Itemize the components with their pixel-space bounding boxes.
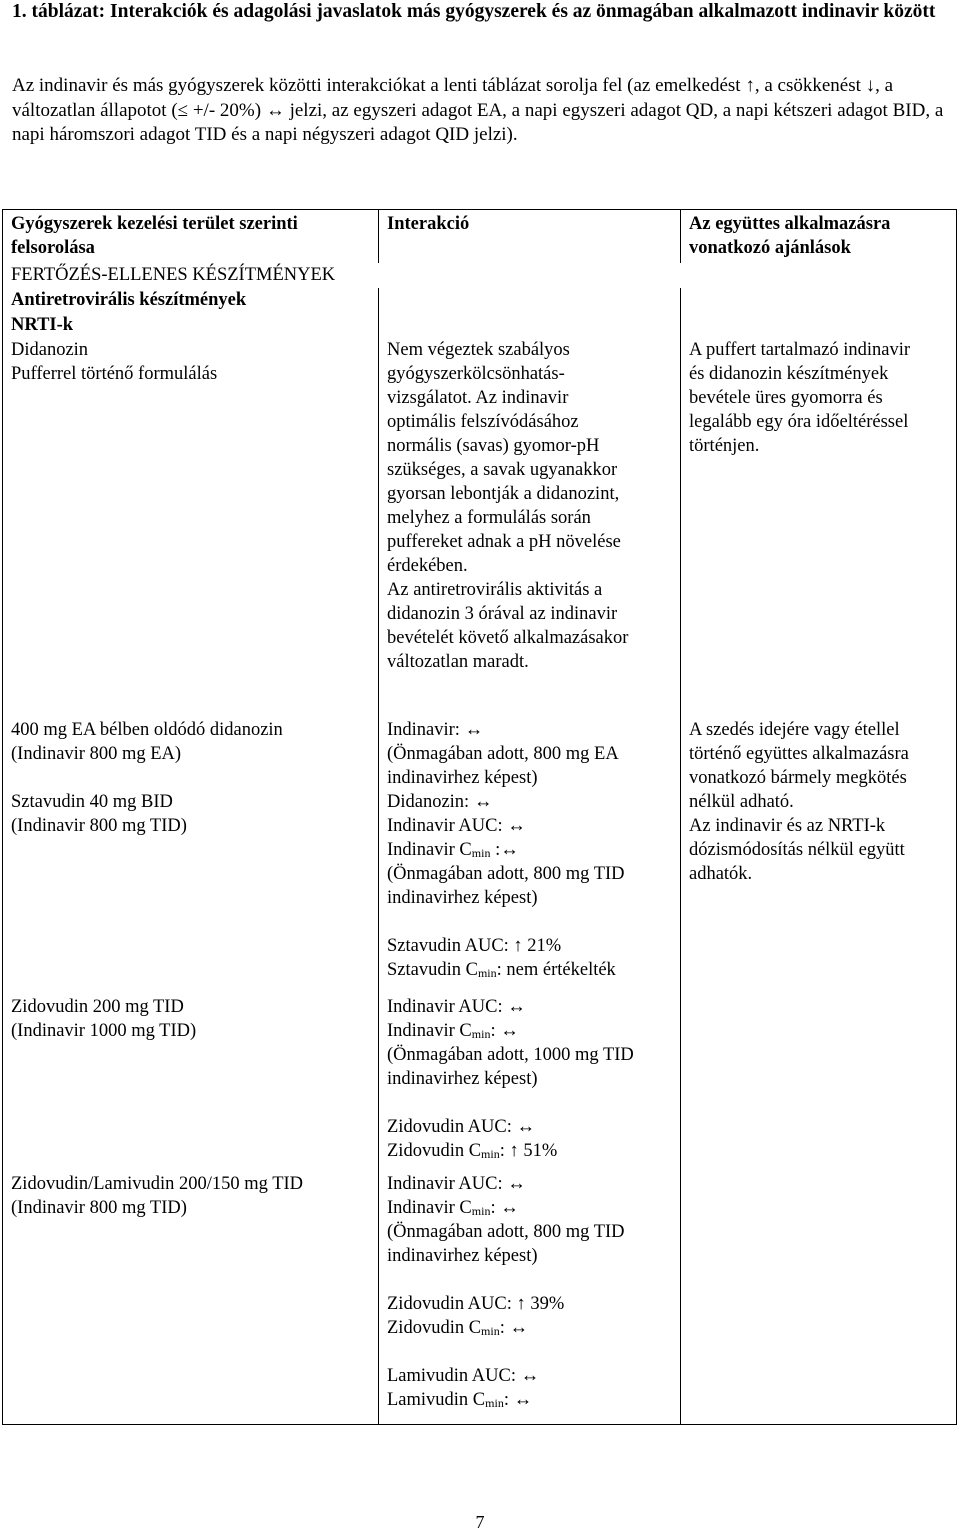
table-row (3, 338, 957, 718)
interaction-line (387, 1019, 672, 1043)
cmin-label: Zidovudin C (387, 1141, 482, 1162)
interaction-line: melyhez a formulálás során (387, 508, 591, 529)
intro-text: , a napi háromszori adagot (12, 99, 944, 145)
interaction-line: Lamivudin AUC: ↔ (387, 1365, 540, 1386)
interaction-line: Indinavir AUC: ↔ (387, 1173, 526, 1194)
interaction-line: (Önmagában adott, 800 mg TID (387, 864, 625, 885)
table-title: 1. táblázat: Interakciók és adagolási javaslatok más gyógyszerek és az önmagában alkalmazott indinavir között (12, 1, 936, 22)
cmin-subscript: min (485, 1395, 504, 1410)
interaction-line (387, 838, 672, 862)
table-row (3, 718, 957, 995)
recommendation-cell (681, 338, 957, 718)
arrow-up-icon: ↑ (745, 75, 755, 96)
abbr-tid: TID (194, 124, 227, 145)
cmin-subscript: min (477, 966, 497, 981)
interaction-line: érdekében. (387, 556, 468, 577)
cmin-value: : ↔ (503, 1389, 533, 1410)
drug-cell (3, 718, 379, 995)
intro-text: , a csökkenést (754, 75, 866, 96)
interaction-cell (379, 995, 681, 1171)
cmin-label: Lamivudin C (387, 1389, 486, 1410)
intro-text: Az indinavir és más gyógyszerek közötti interakciókat a lenti táblázat sorolja fel (az emelkedést (12, 75, 746, 96)
recommendation-cell (681, 718, 957, 995)
interaction-line: indinavirhez képest) (387, 768, 538, 789)
interaction-line: (Önmagában adott, 800 mg EA (387, 744, 619, 765)
interaction-line: Az antiretrovirális aktivitás a (387, 580, 603, 601)
interaction-cell (379, 1172, 681, 1425)
interaction-line: Indinavir: ↔ (387, 720, 484, 741)
interaction-line: indinavirhez képest) (387, 888, 538, 909)
interaction-line: szükséges, a savak ugyanakkor (387, 460, 618, 481)
interaction-line (387, 1316, 672, 1340)
intro-text: és a napi négyszeri adagot (226, 124, 436, 145)
header-recommendation: Az együttes alkalmazásra vonatkozó ajánlások (681, 210, 957, 263)
section-row (3, 288, 957, 313)
interaction-line (387, 1388, 672, 1412)
section-nrti: NRTI-k (3, 313, 379, 338)
recommendation-line: dózismódosítás nélkül együtt (689, 840, 905, 861)
recommendation-line: bevétele üres gyomorra és (689, 388, 883, 409)
cmin-subscript: min (471, 1203, 491, 1218)
interaction-line: indinavirhez képest) (387, 1069, 538, 1090)
recommendation-line: adhatók. (689, 864, 753, 885)
drug-dose: (Indinavir 1000 mg TID) (11, 1021, 197, 1042)
interaction-line: gyógyszerkölcsönhatás- (387, 364, 565, 385)
drug-name: Didanozin (11, 340, 89, 361)
cmin-value: : ↔ (490, 1197, 519, 1218)
interaction-line: változatlan maradt. (387, 652, 529, 673)
recommendation-line: A puffert tartalmazó indinavir (689, 340, 911, 361)
interaction-line: indinavirhez képest) (387, 1245, 538, 1266)
drug-name: Sztavudin 40 mg BID (11, 792, 173, 813)
abbr-ea: EA (476, 99, 503, 121)
header-drugs: Gyógyszerek kezelési terület szerinti felsorolása (3, 210, 379, 263)
interaction-line: Zidovudin AUC: ↑ 39% (387, 1293, 565, 1314)
cmin-subscript: min (471, 846, 491, 861)
intro-text: , a változatlan állapotot ( (12, 75, 894, 121)
abbr-qd: QD (685, 99, 714, 121)
cmin-subscript: min (481, 1323, 500, 1338)
intro-paragraph (12, 74, 947, 148)
recommendation-line: Az indinavir és az NRTI-k (689, 816, 886, 837)
recommendation-line: nélkül adható. (689, 792, 794, 813)
drug-cell (3, 995, 379, 1171)
recommendation-line: történjen. (689, 436, 760, 457)
cmin-value: : ↔ (490, 1021, 519, 1042)
cmin-label: Zidovudin C (387, 1317, 482, 1338)
cmin-value: :↔ (490, 840, 519, 861)
intro-text: +/- 20%) (188, 99, 266, 121)
interaction-line: normális (savas) gyomor-pH (387, 436, 600, 457)
table-row (3, 995, 957, 1171)
drug-cell (3, 338, 379, 718)
cmin-value: : ↑ 51% (499, 1141, 558, 1162)
table-row (3, 1172, 957, 1425)
drug-dose: (Indinavir 800 mg EA) (11, 744, 182, 765)
section-row (3, 313, 957, 338)
drug-dose: (Indinavir 800 mg TID) (11, 816, 187, 837)
recommendation-line: vonatkozó bármely megkötés (689, 768, 907, 789)
less-equal-icon: ≤ (177, 99, 189, 121)
interaction-line: puffereket adnak a pH növelése (387, 532, 621, 553)
interaction-line: bevételét követő alkalmazásakor (387, 628, 629, 649)
table-header-row (3, 210, 957, 263)
interaction-table (2, 209, 957, 1425)
cmin-subscript: min (481, 1147, 500, 1162)
interaction-line: vizsgálatot. Az indinavir (387, 388, 569, 409)
cmin-value: : nem értékelték (496, 960, 616, 981)
arrow-down-icon: ↓ (865, 75, 876, 96)
interaction-line: Indinavir AUC: ↔ (387, 997, 526, 1018)
interaction-line: Sztavudin AUC: ↑ 21% (387, 936, 562, 957)
drug-name: Zidovudin/Lamivudin 200/150 mg TID (11, 1173, 304, 1194)
intro-text: jelzi, az egyszeri adagot (284, 99, 477, 121)
recommendation-line: A szedés idejére vagy étellel (689, 720, 900, 741)
interaction-line: Zidovudin AUC: ↔ (387, 1117, 536, 1138)
page-number: 7 (475, 1512, 485, 1532)
recommendation-line: és didanozin készítmények (689, 364, 889, 385)
interaction-line: didanozin 3 órával az indinavir (387, 604, 618, 625)
abbr-qid: QID (435, 124, 470, 145)
interaction-line: Indinavir AUC: ↔ (387, 816, 526, 837)
intro-text: , a napi kétszeri adagot (713, 99, 893, 121)
cmin-label: Indinavir C (387, 840, 472, 861)
cmin-label: Indinavir C (387, 1197, 472, 1218)
intro-text: jelzi). (469, 124, 518, 145)
drug-cell (3, 1172, 379, 1425)
interaction-cell (379, 338, 681, 718)
cmin-label: Indinavir C (387, 1021, 472, 1042)
interaction-line: Nem végeztek szabályos (387, 340, 570, 361)
section-row (3, 263, 957, 288)
interaction-line: gyorsan lebontják a didanozint, (387, 484, 620, 505)
interaction-cell (379, 718, 681, 995)
drug-dose: Pufferrel történő formulálás (11, 364, 218, 385)
recommendation-line: legalább egy óra időeltéréssel (689, 412, 909, 433)
recommendation-line: történő együttes alkalmazásra (689, 744, 909, 765)
intro-text: , a napi egyszeri adagot (502, 99, 686, 121)
interaction-line (387, 958, 672, 982)
interaction-line (387, 1196, 672, 1220)
interaction-line: (Önmagában adott, 800 mg TID (387, 1221, 625, 1242)
abbr-bid: BID (892, 99, 926, 121)
drug-name: 400 mg EA bélben oldódó didanozin (11, 720, 283, 741)
interaction-line: optimális felszívódásához (387, 412, 579, 433)
cmin-value: : ↔ (499, 1317, 528, 1338)
drug-dose: (Indinavir 800 mg TID) (11, 1197, 187, 1218)
cmin-subscript: min (471, 1027, 491, 1042)
interaction-line: (Önmagában adott, 1000 mg TID (387, 1045, 634, 1066)
interaction-line (387, 1139, 672, 1163)
interaction-line: Didanozin: ↔ (387, 792, 493, 813)
cmin-label: Sztavudin C (387, 960, 478, 981)
drug-name: Zidovudin 200 mg TID (11, 997, 184, 1018)
section-anti-infective: FERTŐZÉS-ELLENES KÉSZÍTMÉNYEK (3, 263, 681, 288)
arrow-left-right-icon: ↔ (265, 99, 285, 121)
header-interaction: Interakció (379, 210, 681, 263)
section-antiretroviral: Antiretrovirális készítmények (3, 288, 379, 313)
